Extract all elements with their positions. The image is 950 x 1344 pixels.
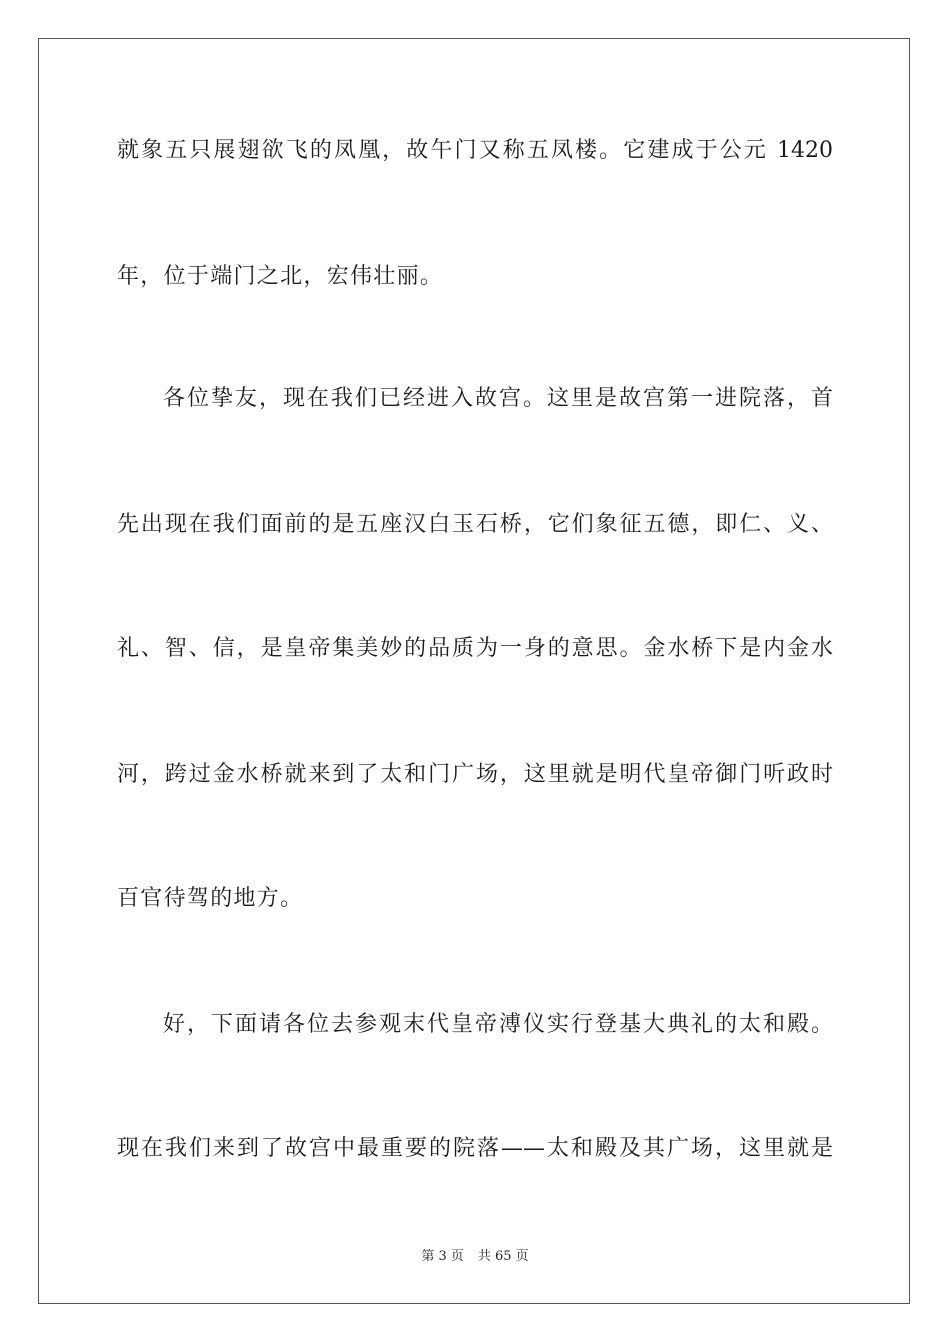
paragraph-line-6: 河，跨过金水桥就来到了太和门广场，这里就是明代皇帝御门听政时 [117, 762, 833, 787]
page-footer [0, 1248, 950, 1266]
paragraph-line-4: 先出现在我们面前的是五座汉白玉石桥，它们象征五德，即仁、义、 [117, 512, 833, 537]
page-number: 第 3 页 [421, 1249, 464, 1264]
paragraph-line-5: 礼、智、信，是皇帝集美妙的品质为一身的意思。金水桥下是内金水 [117, 636, 833, 661]
paragraph-line-2: 年，位于端门之北，宏伟壮丽。 [117, 264, 444, 289]
page-border [38, 38, 910, 1304]
page-total: 共 65 页 [477, 1249, 529, 1264]
paragraph-line-9: 现在我们来到了故宫中最重要的院落——太和殿及其广场，这里就是 [117, 1136, 833, 1161]
paragraph-line-7: 百官待驾的地方。 [117, 886, 304, 911]
paragraph-line-8: 好，下面请各位去参观末代皇帝溥仪实行登基大典礼的太和殿。 [163, 1012, 833, 1037]
paragraph-line-3: 各位挚友，现在我们已经进入故宫。这里是故宫第一进院落，首 [163, 386, 833, 411]
paragraph-line-1: 就象五只展翅欲飞的凤凰，故午门又称五凤楼。它建成于公元 1420 [117, 138, 833, 163]
